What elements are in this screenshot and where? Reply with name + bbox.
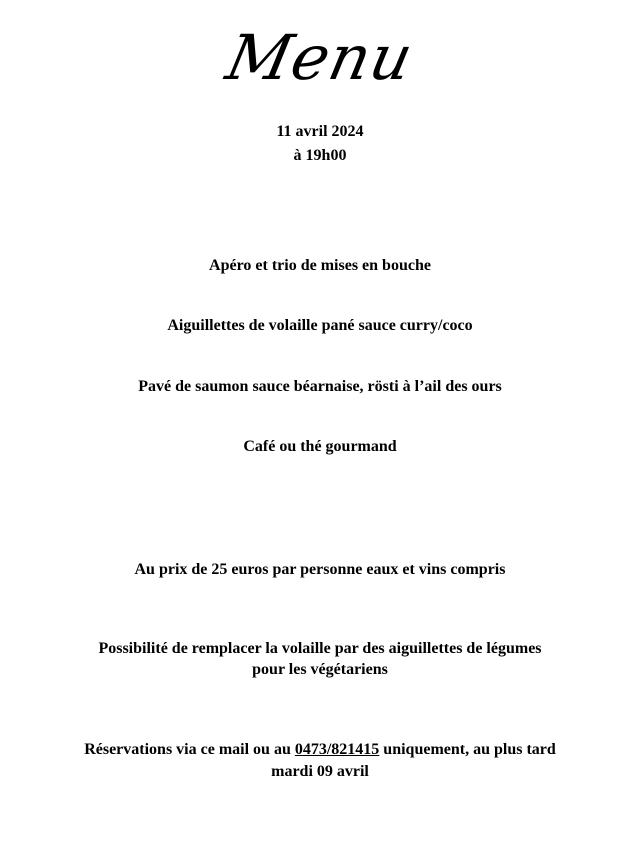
reservation-text-before: Réservations via ce mail ou au — [84, 741, 295, 758]
course-main-poultry: Aiguillettes de volaille pané sauce curry/coco — [167, 317, 473, 334]
reservation-line1 — [0, 739, 640, 761]
vegetarian-option-line1: Possibilité de remplacer la volaille par des aiguillettes de légumes — [98, 640, 542, 657]
reservation-text-after: uniquement, au plus tard — [379, 741, 556, 758]
phone-number-link[interactable]: 0473/821415 — [294, 741, 380, 758]
menu-title: Menu — [220, 21, 420, 94]
reservation-line2: mardi 09 avril — [271, 763, 369, 780]
course-aperitif: Apéro et trio de mises en bouche — [209, 257, 431, 274]
vegetarian-option-line2: pour les végétariens — [252, 661, 388, 678]
event-date: 11 avril 2024 — [276, 123, 364, 140]
price-line: Au prix de 25 euros par personne eaux et vins compris — [134, 561, 506, 578]
course-dessert: Café ou thé gourmand — [243, 438, 397, 455]
course-main-salmon: Pavé de saumon sauce béarnaise, rösti à l’ail des ours — [138, 378, 502, 395]
event-time: à 19h00 — [293, 147, 347, 164]
